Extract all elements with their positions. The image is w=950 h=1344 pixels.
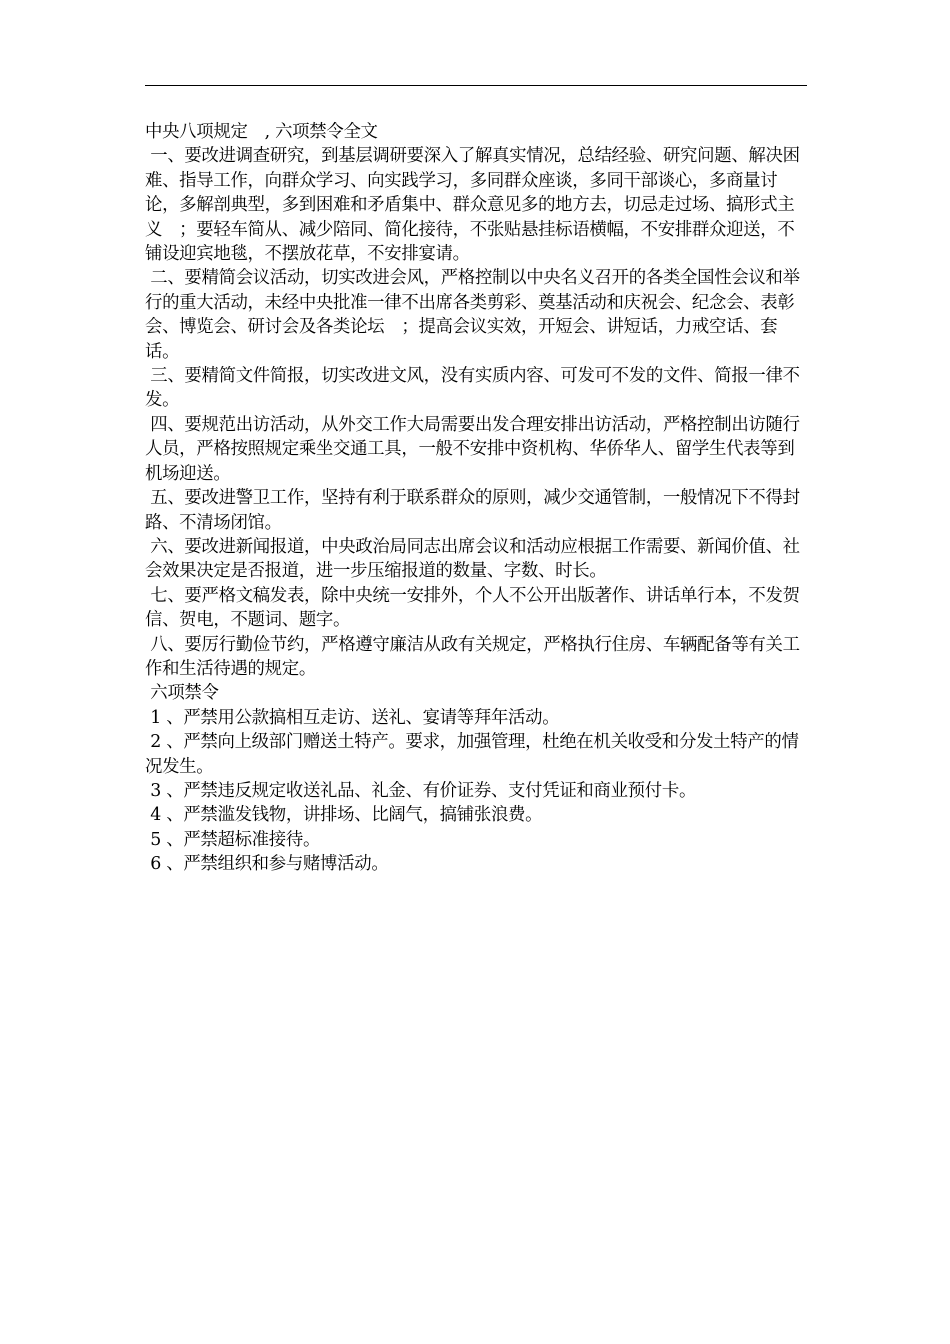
regulation-item-5: 五、要改进警卫工作，坚持有利于联系群众的原则，减少交通管制，一般情况下不得封路、不清场闭馆。 [145, 488, 800, 533]
regulation-item-4: 四、要规范出访活动，从外交工作大局需要出发合理安排出访活动，严格控制出访随行人员，严格按照规定乘坐交通工具，一般不安排中资机构、华侨华人、留学生代表等到机场迎送。 [145, 414, 800, 484]
regulation-item-3: 三、要精简文件简报，切实改进文风，没有实质内容、可发可不发的文件、简报一律不发。 [145, 366, 800, 411]
prohibition-item-1: 1 、严禁用公款搞相互走访、送礼、宴请等拜年活动。 [145, 707, 560, 728]
regulation-item-6: 六、要改进新闻报道，中央政治局同志出席会议和活动应根据工作需要、新闻价值、社会效果决定是否报道，进一步压缩报道的数量、字数、时长。 [145, 536, 800, 582]
prohibition-item-5: 5 、严禁超标准接待。 [145, 829, 321, 850]
prohibition-item-2: 2 、严禁向上级部门赠送土特产。要求，加强管理，杜绝在机关收受和分发土特产的情况发生。 [145, 732, 799, 777]
regulation-item-1: 一、要改进调查研究，到基层调研要深入了解真实情况，总结经验、研究问题、解决困难、指导工作，向群众学习、向实践学习，多同群众座谈，多同干部谈心，多商量讨论，多解剖典型，多到困难和矛盾集中、群众意见多的地方去，切忌走过场、搞形式主义 ；要轻车简从、减少陪同、简化接待，不张贴悬挂标语横幅，不安排群众迎送，不铺设迎宾地毯，不摆放花草，不安排宴请。 [145, 146, 800, 265]
document-body [145, 120, 810, 877]
regulation-item-7: 七、要严格文稿发表，除中央统一安排外，个人不公开出版著作、讲话单行本，不发贺信、贺电，不题词、题字。 [145, 585, 800, 631]
prohibition-item-6: 6 、严禁组织和参与赌博活动。 [145, 854, 389, 875]
prohibition-item-4: 4 、严禁滥发钱物，讲排场、比阔气，搞铺张浪费。 [145, 805, 543, 826]
header-rule [145, 85, 807, 86]
regulation-item-2: 二、要精简会议活动，切实改进会风，严格控制以中央名义召开的各类全国性会议和举行的重大活动，未经中央批准一律不出席各类剪彩、奠基活动和庆祝会、纪念会、表彰会、博览会、研讨会及各类论坛 ；提高会议实效，开短会、讲短话，力戒空话、套话。 [145, 268, 800, 362]
regulation-item-8: 八、要厉行勤俭节约，严格遵守廉洁从政有关规定，严格执行住房、车辆配备等有关工作和生活待遇的规定。 [145, 634, 800, 679]
prohibition-item-3: 3 、严禁违反规定收送礼品、礼金、有价证券、支付凭证和商业预付卡。 [145, 780, 697, 801]
prohibitions-heading: 六项禁令 [145, 683, 219, 704]
document-title: 中央八项规定 , 六项禁令全文 [145, 122, 378, 142]
